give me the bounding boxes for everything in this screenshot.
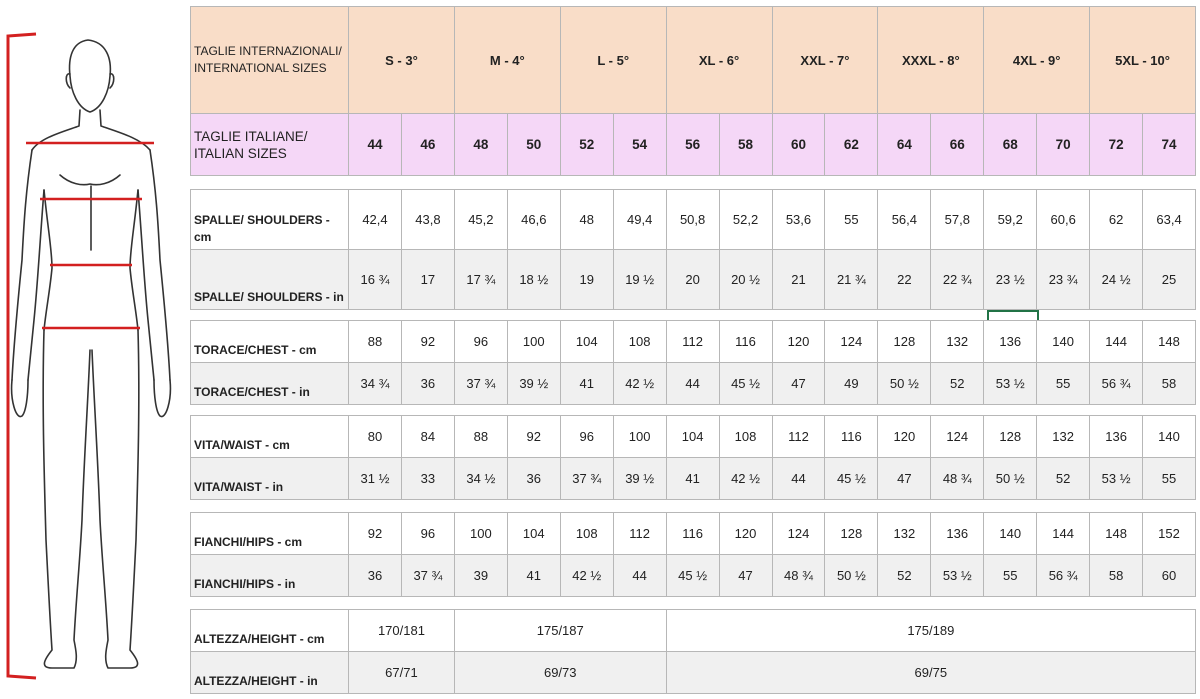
italian-size-13: 70 xyxy=(1037,114,1090,176)
cell-waist-in-5[interactable]: 39 ½ xyxy=(613,458,666,500)
cell-shoulders-cm-0[interactable]: 42,4 xyxy=(349,190,402,250)
cell-hips-cm-14[interactable]: 148 xyxy=(1090,513,1143,555)
row-label-hips-cm: FIANCHI/HIPS - cm xyxy=(191,513,349,555)
italian-size-5: 54 xyxy=(613,114,666,176)
cell-chest-cm-4[interactable]: 104 xyxy=(560,321,613,363)
cell-hips-in-11[interactable]: 53 ½ xyxy=(931,555,984,597)
cell-shoulders-in-1[interactable]: 17 xyxy=(401,250,454,310)
cell-shoulders-cm-4[interactable]: 48 xyxy=(560,190,613,250)
cell-chest-cm-3[interactable]: 100 xyxy=(507,321,560,363)
international-size-6: 4XL - 9° xyxy=(984,7,1090,114)
cell-shoulders-in-9[interactable]: 21 ¾ xyxy=(825,250,878,310)
spacer-cell xyxy=(191,405,1196,416)
italian-size-9: 62 xyxy=(825,114,878,176)
cell-chest-cm-9[interactable]: 124 xyxy=(825,321,878,363)
spacer-cell xyxy=(191,310,1196,321)
cell-chest-cm-15[interactable]: 148 xyxy=(1143,321,1196,363)
cell-shoulders-cm-8[interactable]: 53,6 xyxy=(772,190,825,250)
row-label-waist-cm: VITA/WAIST - cm xyxy=(191,416,349,458)
cell-hips-cm-2[interactable]: 100 xyxy=(454,513,507,555)
cell-shoulders-cm-6[interactable]: 50,8 xyxy=(666,190,719,250)
row-label-shoulders-cm: SPALLE/ SHOULDERS - cm xyxy=(191,190,349,250)
cell-waist-cm-6[interactable]: 104 xyxy=(666,416,719,458)
cell-chest-in-6[interactable]: 44 xyxy=(666,363,719,405)
cell-shoulders-cm-11[interactable]: 57,8 xyxy=(931,190,984,250)
row-hips-cm xyxy=(191,513,1196,555)
cell-chest-in-0[interactable]: 34 ¾ xyxy=(349,363,402,405)
cell-shoulders-cm-2[interactable]: 45,2 xyxy=(454,190,507,250)
cell-waist-in-3[interactable]: 36 xyxy=(507,458,560,500)
cell-hips-in-14[interactable]: 58 xyxy=(1090,555,1143,597)
spacer-row xyxy=(191,310,1196,321)
cell-chest-in-8[interactable]: 47 xyxy=(772,363,825,405)
row-height-in xyxy=(191,652,1196,694)
cell-shoulders-in-15[interactable]: 25 xyxy=(1143,250,1196,310)
cell-waist-cm-14[interactable]: 136 xyxy=(1090,416,1143,458)
cell-shoulders-cm-13[interactable]: 60,6 xyxy=(1037,190,1090,250)
international-size-0: S - 3° xyxy=(349,7,455,114)
row-label-chest-in: TORACE/CHEST - in xyxy=(191,363,349,405)
cell-chest-in-14[interactable]: 56 ¾ xyxy=(1090,363,1143,405)
selected-cell-indicator[interactable] xyxy=(986,310,1040,321)
cell-waist-in-1[interactable]: 33 xyxy=(401,458,454,500)
italian-size-2: 48 xyxy=(454,114,507,176)
cell-hips-cm-12[interactable]: 140 xyxy=(984,513,1037,555)
cell-shoulders-in-13[interactable]: 23 ¾ xyxy=(1037,250,1090,310)
cell-shoulders-cm-14[interactable]: 62 xyxy=(1090,190,1143,250)
cell-hips-in-5[interactable]: 44 xyxy=(613,555,666,597)
cell-hips-in-2[interactable]: 39 xyxy=(454,555,507,597)
row-label-height-cm: ALTEZZA/HEIGHT - cm xyxy=(191,610,349,652)
cell-hips-in-4[interactable]: 42 ½ xyxy=(560,555,613,597)
cell-waist-cm-0[interactable]: 80 xyxy=(349,416,402,458)
cell-chest-cm-11[interactable]: 132 xyxy=(931,321,984,363)
cell-waist-cm-1[interactable]: 84 xyxy=(401,416,454,458)
cell-chest-in-11[interactable]: 52 xyxy=(931,363,984,405)
row-waist-in xyxy=(191,458,1196,500)
international-size-3: XL - 6° xyxy=(666,7,772,114)
cell-hips-cm-9[interactable]: 128 xyxy=(825,513,878,555)
cell-waist-cm-12[interactable]: 128 xyxy=(984,416,1037,458)
size-chart-body xyxy=(191,7,1196,694)
cell-waist-cm-8[interactable]: 112 xyxy=(772,416,825,458)
cell-shoulders-in-10[interactable]: 22 xyxy=(878,250,931,310)
cell-chest-in-7[interactable]: 45 ½ xyxy=(719,363,772,405)
row-chest-in xyxy=(191,363,1196,405)
cell-waist-in-4[interactable]: 37 ¾ xyxy=(560,458,613,500)
italian-size-7: 58 xyxy=(719,114,772,176)
cell-shoulders-in-0[interactable]: 16 ¾ xyxy=(349,250,402,310)
row-shoulders-in xyxy=(191,250,1196,310)
row-label-chest-cm: TORACE/CHEST - cm xyxy=(191,321,349,363)
international-sizes-label: TAGLIE INTERNAZIONALI/ INTERNATIONAL SIZES xyxy=(191,7,349,114)
italian-size-12: 68 xyxy=(984,114,1037,176)
row-chest-cm xyxy=(191,321,1196,363)
cell-chest-in-15[interactable]: 58 xyxy=(1143,363,1196,405)
italian-size-10: 64 xyxy=(878,114,931,176)
size-chart-table xyxy=(190,6,1196,694)
international-size-2: L - 5° xyxy=(560,7,666,114)
cell-chest-in-2[interactable]: 37 ¾ xyxy=(454,363,507,405)
row-shoulders-cm xyxy=(191,190,1196,250)
row-height-cm xyxy=(191,610,1196,652)
cell-chest-cm-5[interactable]: 108 xyxy=(613,321,666,363)
cell-hips-cm-3[interactable]: 104 xyxy=(507,513,560,555)
spacer-row xyxy=(191,597,1196,610)
row-label-hips-in: FIANCHI/HIPS - in xyxy=(191,555,349,597)
cell-waist-in-9[interactable]: 45 ½ xyxy=(825,458,878,500)
cell-height-in-1[interactable]: 69/73 xyxy=(454,652,666,694)
cell-waist-cm-13[interactable]: 132 xyxy=(1037,416,1090,458)
cell-hips-in-12[interactable]: 55 xyxy=(984,555,1037,597)
cell-chest-cm-13[interactable]: 140 xyxy=(1037,321,1090,363)
cell-waist-in-8[interactable]: 44 xyxy=(772,458,825,500)
cell-waist-cm-2[interactable]: 88 xyxy=(454,416,507,458)
cell-waist-in-13[interactable]: 52 xyxy=(1037,458,1090,500)
cell-shoulders-in-3[interactable]: 18 ½ xyxy=(507,250,560,310)
cell-hips-cm-1[interactable]: 96 xyxy=(401,513,454,555)
cell-waist-in-6[interactable]: 41 xyxy=(666,458,719,500)
cell-chest-in-1[interactable]: 36 xyxy=(401,363,454,405)
cell-chest-cm-12[interactable]: 136 xyxy=(984,321,1037,363)
cell-chest-cm-0[interactable]: 88 xyxy=(349,321,402,363)
cell-waist-in-14[interactable]: 53 ½ xyxy=(1090,458,1143,500)
cell-hips-in-8[interactable]: 48 ¾ xyxy=(772,555,825,597)
cell-chest-in-10[interactable]: 50 ½ xyxy=(878,363,931,405)
cell-waist-in-10[interactable]: 47 xyxy=(878,458,931,500)
italian-size-4: 52 xyxy=(560,114,613,176)
cell-hips-cm-4[interactable]: 108 xyxy=(560,513,613,555)
row-label-shoulders-in: SPALLE/ SHOULDERS - in xyxy=(191,250,349,310)
italian-size-3: 50 xyxy=(507,114,560,176)
body-measurement-figure xyxy=(0,0,190,699)
cell-shoulders-in-7[interactable]: 20 ½ xyxy=(719,250,772,310)
cell-chest-cm-1[interactable]: 92 xyxy=(401,321,454,363)
cell-chest-in-9[interactable]: 49 xyxy=(825,363,878,405)
spacer-row xyxy=(191,500,1196,513)
cell-waist-cm-7[interactable]: 108 xyxy=(719,416,772,458)
cell-waist-cm-4[interactable]: 96 xyxy=(560,416,613,458)
cell-shoulders-in-14[interactable]: 24 ½ xyxy=(1090,250,1143,310)
cell-waist-cm-5[interactable]: 100 xyxy=(613,416,666,458)
international-size-4: XXL - 7° xyxy=(772,7,878,114)
spacer-cell xyxy=(191,500,1196,513)
cell-shoulders-cm-10[interactable]: 56,4 xyxy=(878,190,931,250)
cell-chest-cm-2[interactable]: 96 xyxy=(454,321,507,363)
cell-height-in-2[interactable]: 69/75 xyxy=(666,652,1195,694)
international-size-7: 5XL - 10° xyxy=(1090,7,1196,114)
cell-hips-cm-11[interactable]: 136 xyxy=(931,513,984,555)
cell-chest-cm-7[interactable]: 116 xyxy=(719,321,772,363)
cell-hips-cm-6[interactable]: 116 xyxy=(666,513,719,555)
cell-waist-cm-11[interactable]: 124 xyxy=(931,416,984,458)
cell-shoulders-cm-5[interactable]: 49,4 xyxy=(613,190,666,250)
row-waist-cm xyxy=(191,416,1196,458)
cell-shoulders-in-11[interactable]: 22 ¾ xyxy=(931,250,984,310)
italian-sizes-row xyxy=(191,114,1196,176)
cell-shoulders-cm-12[interactable]: 59,2 xyxy=(984,190,1037,250)
body-outline-icon xyxy=(12,40,171,668)
cell-hips-cm-5[interactable]: 112 xyxy=(613,513,666,555)
cell-height-cm-1[interactable]: 175/187 xyxy=(454,610,666,652)
cell-shoulders-in-12[interactable]: 23 ½ xyxy=(984,250,1037,310)
cell-shoulders-in-2[interactable]: 17 ¾ xyxy=(454,250,507,310)
cell-chest-in-3[interactable]: 39 ½ xyxy=(507,363,560,405)
cell-height-in-0[interactable]: 67/71 xyxy=(349,652,455,694)
cell-hips-in-0[interactable]: 36 xyxy=(349,555,402,597)
cell-height-cm-2[interactable]: 175/189 xyxy=(666,610,1195,652)
cell-chest-cm-10[interactable]: 128 xyxy=(878,321,931,363)
cell-hips-cm-13[interactable]: 144 xyxy=(1037,513,1090,555)
cell-hips-cm-0[interactable]: 92 xyxy=(349,513,402,555)
cell-hips-cm-10[interactable]: 132 xyxy=(878,513,931,555)
cell-waist-cm-10[interactable]: 120 xyxy=(878,416,931,458)
international-size-1: M - 4° xyxy=(454,7,560,114)
italian-size-0: 44 xyxy=(349,114,402,176)
cell-height-cm-0[interactable]: 170/181 xyxy=(349,610,455,652)
spacer-row xyxy=(191,405,1196,416)
spacer-row xyxy=(191,176,1196,190)
cell-waist-cm-15[interactable]: 140 xyxy=(1143,416,1196,458)
italian-sizes-label: TAGLIE ITALIANE/ ITALIAN SIZES xyxy=(191,114,349,176)
cell-shoulders-in-4[interactable]: 19 xyxy=(560,250,613,310)
spacer-cell xyxy=(191,176,1196,190)
cell-shoulders-cm-1[interactable]: 43,8 xyxy=(401,190,454,250)
cell-hips-in-7[interactable]: 47 xyxy=(719,555,772,597)
cell-waist-in-15[interactable]: 55 xyxy=(1143,458,1196,500)
cell-waist-cm-9[interactable]: 116 xyxy=(825,416,878,458)
italian-size-8: 60 xyxy=(772,114,825,176)
cell-hips-cm-8[interactable]: 124 xyxy=(772,513,825,555)
row-hips-in xyxy=(191,555,1196,597)
cell-hips-cm-15[interactable]: 152 xyxy=(1143,513,1196,555)
cell-hips-in-6[interactable]: 45 ½ xyxy=(666,555,719,597)
cell-waist-in-12[interactable]: 50 ½ xyxy=(984,458,1037,500)
cell-waist-in-11[interactable]: 48 ¾ xyxy=(931,458,984,500)
cell-chest-cm-14[interactable]: 144 xyxy=(1090,321,1143,363)
cell-waist-in-0[interactable]: 31 ½ xyxy=(349,458,402,500)
cell-hips-in-3[interactable]: 41 xyxy=(507,555,560,597)
cell-hips-in-15[interactable]: 60 xyxy=(1143,555,1196,597)
cell-hips-in-10[interactable]: 52 xyxy=(878,555,931,597)
cell-shoulders-in-8[interactable]: 21 xyxy=(772,250,825,310)
italian-size-14: 72 xyxy=(1090,114,1143,176)
cell-shoulders-in-6[interactable]: 20 xyxy=(666,250,719,310)
spacer-cell xyxy=(191,597,1196,610)
cell-shoulders-cm-9[interactable]: 55 xyxy=(825,190,878,250)
cell-shoulders-cm-3[interactable]: 46,6 xyxy=(507,190,560,250)
cell-shoulders-in-5[interactable]: 19 ½ xyxy=(613,250,666,310)
cell-waist-in-2[interactable]: 34 ½ xyxy=(454,458,507,500)
italian-size-15: 74 xyxy=(1143,114,1196,176)
row-label-height-in: ALTEZZA/HEIGHT - in xyxy=(191,652,349,694)
cell-waist-cm-3[interactable]: 92 xyxy=(507,416,560,458)
cell-shoulders-cm-7[interactable]: 52,2 xyxy=(719,190,772,250)
row-label-waist-in: VITA/WAIST - in xyxy=(191,458,349,500)
cell-hips-in-9[interactable]: 50 ½ xyxy=(825,555,878,597)
cell-chest-in-13[interactable]: 55 xyxy=(1037,363,1090,405)
cell-chest-in-5[interactable]: 42 ½ xyxy=(613,363,666,405)
height-bracket xyxy=(8,34,36,678)
italian-size-1: 46 xyxy=(401,114,454,176)
cell-chest-in-12[interactable]: 53 ½ xyxy=(984,363,1037,405)
cell-waist-in-7[interactable]: 42 ½ xyxy=(719,458,772,500)
cell-hips-in-13[interactable]: 56 ¾ xyxy=(1037,555,1090,597)
italian-size-11: 66 xyxy=(931,114,984,176)
italian-size-6: 56 xyxy=(666,114,719,176)
cell-hips-in-1[interactable]: 37 ¾ xyxy=(401,555,454,597)
cell-chest-in-4[interactable]: 41 xyxy=(560,363,613,405)
cell-chest-cm-6[interactable]: 112 xyxy=(666,321,719,363)
cell-hips-cm-7[interactable]: 120 xyxy=(719,513,772,555)
international-sizes-row xyxy=(191,7,1196,114)
cell-chest-cm-8[interactable]: 120 xyxy=(772,321,825,363)
cell-shoulders-cm-15[interactable]: 63,4 xyxy=(1143,190,1196,250)
international-size-5: XXXL - 8° xyxy=(878,7,984,114)
